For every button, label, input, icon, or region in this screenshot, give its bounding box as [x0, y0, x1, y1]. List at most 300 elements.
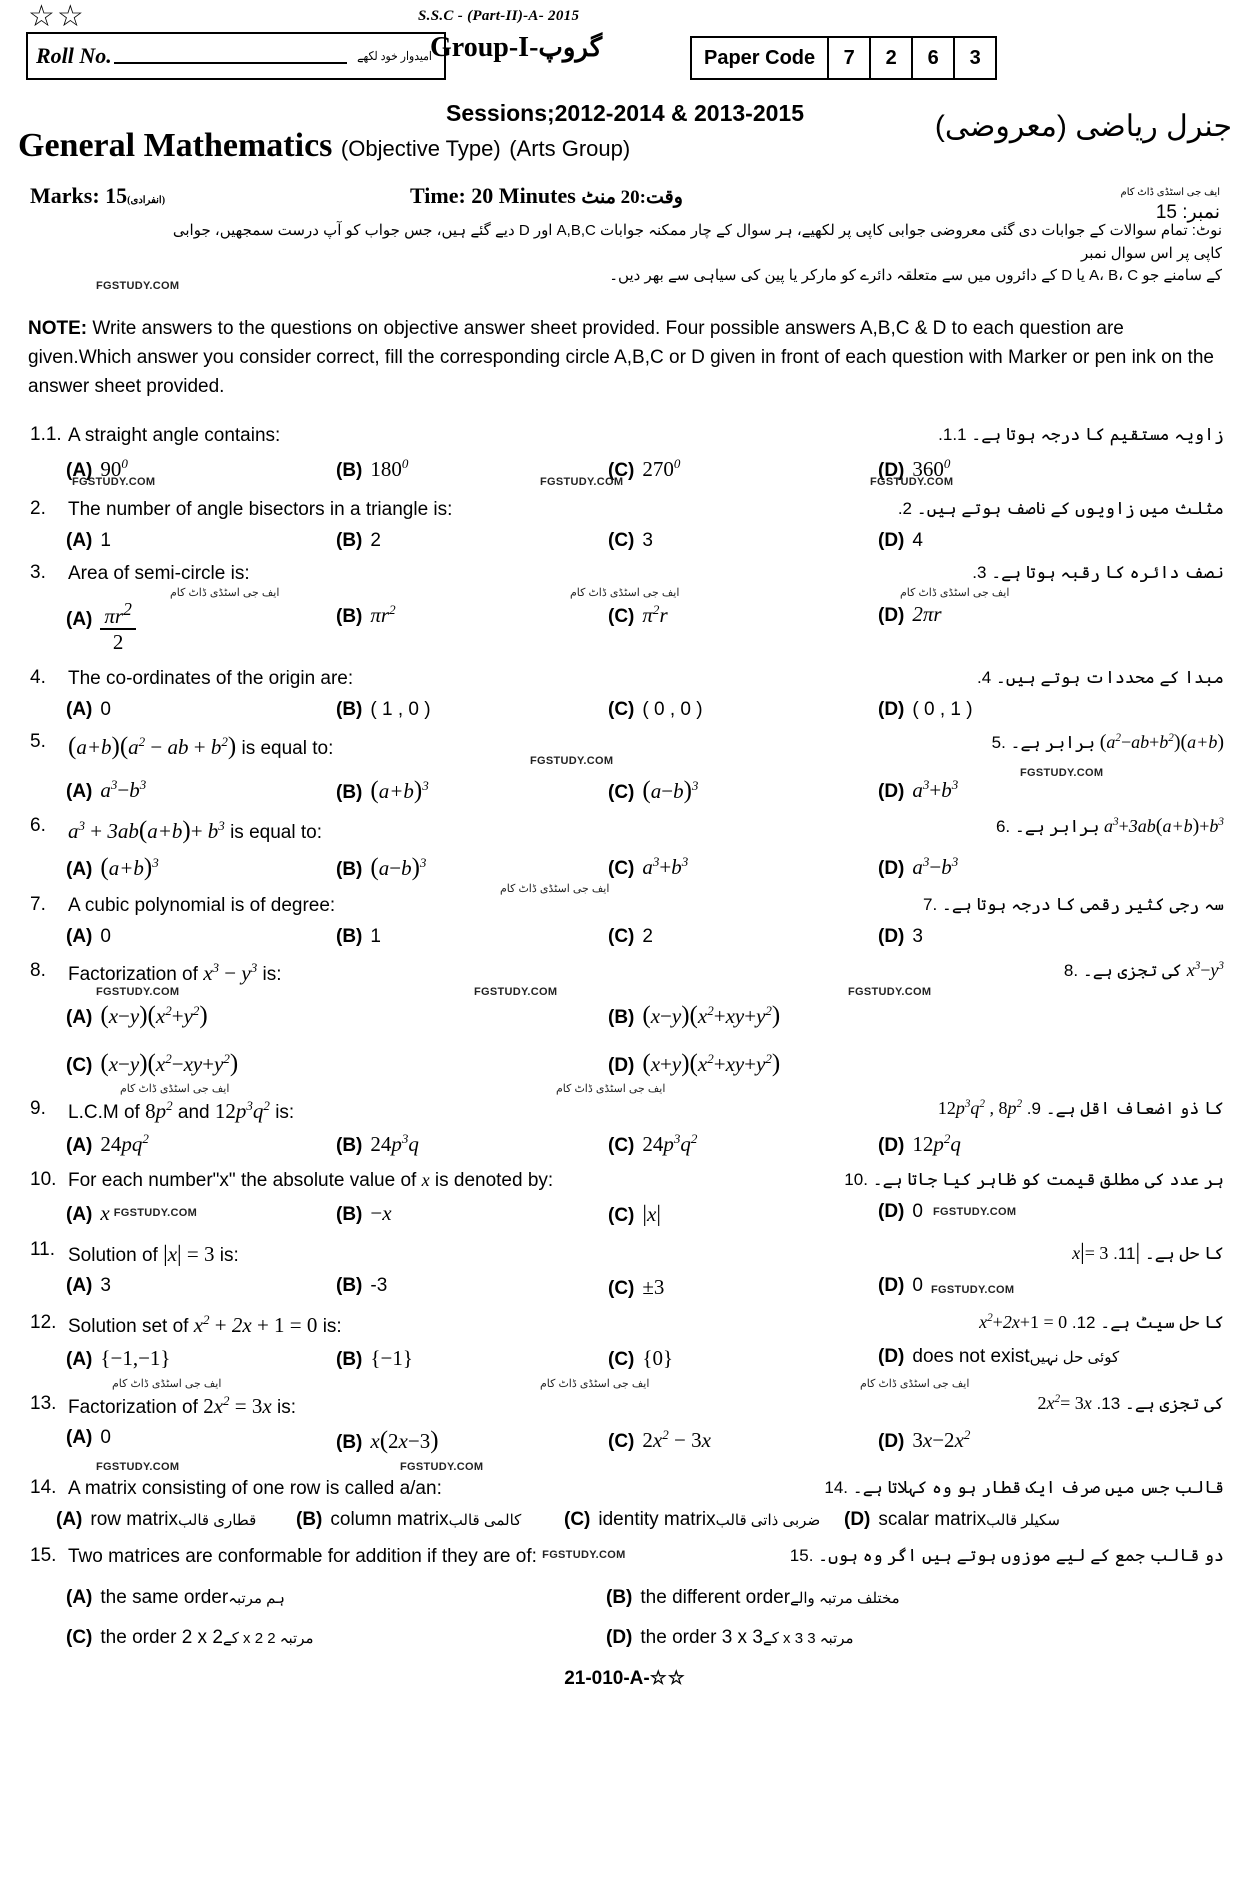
- option-text: the different order: [640, 1586, 791, 1608]
- option-c[interactable]: [608, 1427, 878, 1453]
- option-urdu: سکیلر قالب: [986, 1511, 1060, 1529]
- option-b[interactable]: [336, 530, 608, 552]
- option-urdu: مرتبہ 3 x 3 کے: [762, 1629, 854, 1647]
- question-urdu: کی تجزی ہے۔ $2x^2= 3x$ .13: [1037, 1392, 1224, 1413]
- option-c[interactable]: [608, 1201, 878, 1227]
- option-letter: (A): [66, 1204, 93, 1226]
- question-tail-text: is:: [219, 1245, 239, 1267]
- option-math: $(a-b)^3$: [642, 777, 699, 805]
- question-lead-text: Solution set of: [68, 1316, 189, 1338]
- question-text: Area of semi-circle is:: [68, 562, 250, 584]
- marks-urdu-small: (انفرادی): [127, 195, 166, 206]
- question-urdu: قالب جس میں صرف ایک قطار ہو وہ کہلاتا ہے۔ .14: [824, 1477, 1224, 1497]
- watermark-text: FGSTUDY.COM: [930, 1284, 1015, 1297]
- watermark-urdu: ایف جی اسٹڈی ڈاٹ کام: [112, 1377, 222, 1390]
- option-text: does not exist: [912, 1345, 1030, 1367]
- option-d[interactable]: [878, 1131, 1128, 1157]
- option-text: 0: [912, 1201, 923, 1223]
- question-number: 11.: [30, 1239, 56, 1261]
- marks-urdu-block: [1121, 179, 1220, 224]
- roll-no-urdu-label: امیدوار خود لکھے: [357, 49, 432, 63]
- option-math: x(2x−3): [370, 1426, 439, 1454]
- option-a[interactable]: [66, 1427, 336, 1449]
- option-letter: (C): [608, 925, 635, 947]
- option-letter: (D): [878, 1275, 905, 1297]
- option-math: {−1,−1}: [100, 1345, 171, 1370]
- paper-code-digit-2: 2: [871, 38, 913, 78]
- option-letter: (D): [878, 529, 905, 551]
- question-13: [0, 1377, 1250, 1455]
- question-text: Two matrices are conformable for addition if they are of: $^{FGSTUDY.COM}$: [68, 1545, 626, 1567]
- option-math: $(a-b)^3$: [370, 853, 427, 881]
- option-text: 2: [642, 925, 653, 947]
- question-expression-2: $12p^3q^2$: [214, 1097, 270, 1123]
- option-letter: (B): [336, 698, 363, 720]
- question-list: [0, 424, 1250, 1649]
- option-a[interactable]: [66, 854, 336, 882]
- option-a[interactable]: [66, 1201, 336, 1226]
- question-urdu: سہ رجی کثیر رقمی کا درجہ ہوتا ہے۔ .7: [922, 894, 1224, 914]
- option-letter: (D): [878, 857, 905, 879]
- option-letter: (A): [66, 1275, 93, 1297]
- exam-session-line: S.S.C - (Part-II)-A- 2015: [418, 8, 580, 24]
- question-tail-text: is equal to:: [230, 822, 322, 844]
- note-block: [28, 314, 1222, 402]
- question-number: 1.1.: [30, 423, 62, 445]
- option-letter: (A): [66, 925, 93, 947]
- options-row: [0, 920, 1250, 948]
- option-letter: (C): [608, 529, 635, 551]
- option-text: column matrix: [330, 1508, 449, 1530]
- option-letter: (D): [878, 781, 905, 803]
- option-text: 0: [100, 925, 111, 947]
- option-letter: (A): [66, 1348, 93, 1370]
- option-b[interactable]: [336, 1201, 608, 1226]
- question-urdu: کا حل سیٹ ہے۔ $x^2+2x+1 = 0$ .12: [979, 1312, 1224, 1333]
- question-urdu: $(a+b)(a^2-ab+b^2)$ برابر ہے۔ .5: [991, 730, 1224, 753]
- option-math: $(x-y)(x^2+y^2)$: [100, 1001, 208, 1029]
- option-a[interactable]: [66, 1002, 608, 1030]
- subject-title: General Mathematics: [18, 127, 333, 164]
- question-4: [0, 667, 1250, 721]
- question-expression: $x^2 + 2x + 1 = 0$: [193, 1312, 318, 1338]
- option-c[interactable]: [66, 1627, 606, 1649]
- options-row-1: [0, 1002, 1250, 1030]
- question-tail-text: is:: [275, 1101, 295, 1123]
- options-row-2: [0, 1030, 1250, 1078]
- question-number: 5.: [30, 730, 46, 752]
- option-text: the same order: [100, 1586, 229, 1608]
- option-math: $12p^2q$: [912, 1131, 961, 1157]
- footer-stars-icon: ☆☆: [649, 1667, 686, 1689]
- option-letter: (C): [608, 857, 635, 879]
- option-a[interactable]: [66, 530, 336, 552]
- option-c[interactable]: [66, 1050, 608, 1078]
- paper-code-digit-3: 6: [913, 38, 955, 78]
- options-row-2: [0, 1609, 1250, 1649]
- question-number: 8.: [30, 959, 46, 981]
- option-b[interactable]: [336, 1346, 608, 1371]
- option-b[interactable]: [336, 699, 608, 721]
- option-c[interactable]: [564, 1509, 844, 1531]
- question-expression-1: $8p^2$: [145, 1097, 173, 1123]
- question-text: A straight angle contains:: [68, 424, 281, 446]
- option-letter: (D): [878, 459, 905, 481]
- question-number: 10.: [30, 1169, 57, 1191]
- option-math: $a^3-b^3$: [912, 853, 959, 879]
- option-letter: (B): [336, 782, 363, 804]
- option-d[interactable]: [606, 1627, 860, 1649]
- question-8: [0, 960, 1250, 1078]
- roll-no-blank-line[interactable]: [114, 50, 347, 64]
- option-c[interactable]: [608, 602, 878, 628]
- option-b[interactable]: [336, 777, 608, 805]
- option-letter: (B): [608, 1006, 635, 1028]
- option-math: $\pi r^2$: [370, 601, 396, 627]
- time-label: [410, 183, 683, 209]
- option-c[interactable]: [608, 530, 878, 552]
- option-c[interactable]: [608, 1131, 878, 1157]
- option-d[interactable]: [878, 777, 1128, 803]
- option-a[interactable]: [66, 777, 336, 803]
- option-text: -3: [370, 1275, 388, 1297]
- question-expression: $(a+b)(a^2$ − ab + $b^2$): [68, 732, 237, 760]
- question-text: A matrix consisting of one row is called a/an:: [68, 1477, 442, 1499]
- question-tail-text: is denoted by:: [434, 1170, 554, 1192]
- option-c[interactable]: [608, 854, 878, 880]
- marks-urdu-label: نمبر: 15: [1155, 202, 1220, 223]
- watermark-text: FGSTUDY.COM: [113, 1207, 198, 1220]
- options-row: [0, 598, 1250, 655]
- option-b[interactable]: [336, 1131, 608, 1157]
- option-b[interactable]: [336, 854, 608, 882]
- option-math: $a^3+b^3$: [912, 777, 959, 803]
- question-text: [68, 960, 1224, 988]
- watermark-urdu: ایف جی اسٹڈی ڈاٹ کام: [556, 1082, 666, 1095]
- options-row: [0, 1195, 1250, 1227]
- option-b[interactable]: [608, 1002, 1108, 1030]
- question-mid-text: and: [177, 1101, 210, 1123]
- option-text: 1: [100, 529, 111, 551]
- option-d[interactable]: [878, 1427, 1128, 1453]
- option-math: $24p^3q^2$: [642, 1131, 698, 1157]
- option-math: $\pi^2r$: [642, 601, 668, 627]
- option-letter: (B): [336, 925, 363, 947]
- option-letter: (B): [336, 605, 363, 627]
- question-number: 13.: [30, 1392, 57, 1414]
- option-math: $24pq^2$: [100, 1131, 149, 1157]
- option-b[interactable]: [336, 1427, 608, 1455]
- watermark-text: FGSTUDY.COM: [400, 1460, 484, 1473]
- group-label: [430, 32, 602, 64]
- option-a[interactable]: [66, 926, 336, 948]
- option-d[interactable]: [878, 602, 1128, 627]
- option-math: |x|: [642, 1201, 661, 1227]
- roll-no-label: Roll No.: [36, 43, 112, 68]
- option-letter: (C): [608, 1205, 635, 1227]
- watermark-text: FGSTUDY.COM: [530, 755, 614, 768]
- question-10: [0, 1169, 1250, 1227]
- option-d[interactable]: [878, 854, 1128, 880]
- option-math: $a^3+b^3$: [642, 853, 689, 879]
- option-b[interactable]: [606, 1587, 906, 1609]
- option-letter: (C): [608, 1348, 635, 1370]
- option-text: identity matrix: [598, 1508, 716, 1530]
- question-text: The number of angle bisectors in a triangle is:: [68, 498, 453, 520]
- question-3: [0, 562, 1250, 655]
- option-c[interactable]: [608, 1275, 878, 1300]
- option-math: $(a+b)^3$: [100, 853, 159, 881]
- option-urdu: مختلف مرتبہ والے: [790, 1589, 900, 1607]
- option-c[interactable]: [608, 699, 878, 721]
- option-text: scalar matrix: [878, 1508, 987, 1530]
- question-urdu: دو قالب جمع کے لیے موزوں ہوتے ہیں اگر وہ ہوں۔ .15: [789, 1545, 1224, 1565]
- option-letter: (D): [608, 1054, 635, 1076]
- option-letter: (A): [66, 1006, 93, 1028]
- option-letter: (C): [608, 782, 635, 804]
- option-d[interactable]: [878, 1275, 1128, 1297]
- option-d[interactable]: [878, 530, 1128, 552]
- question-urdu: نصف دائرہ کا رقبہ ہوتا ہے۔ 3.: [972, 562, 1224, 582]
- option-letter: (A): [66, 781, 93, 803]
- question-14: [0, 1460, 1250, 1531]
- question-number: 4.: [30, 666, 46, 688]
- group-text: Group-I-: [430, 32, 539, 63]
- option-letter: (C): [608, 1278, 635, 1300]
- option-c[interactable]: [608, 777, 878, 805]
- question-11: [0, 1239, 1250, 1300]
- option-text: 0: [912, 1275, 923, 1297]
- question-urdu: ہر عدد کی مطلق قیمت کو ظاہر کیا جاتا ہے۔ .10: [844, 1170, 1224, 1190]
- urdu-note-line-1: نوٹ: تمام سوالات کے جوابات دی گئی معروضی جوابی کاپی پر لکھیے، ہر سوال کے چار ممکنہ جوابات A,B,C اور D دیے گئے ہیں، جس جواب کو آپ درست سمجھیں، جوابی کاپی پر اس سوال نمبر: [172, 222, 1222, 263]
- option-math: $(a+b)^3$: [370, 777, 429, 805]
- question-15: [0, 1545, 1250, 1649]
- watermark-urdu: ایف جی اسٹڈی ڈاٹ کام: [500, 882, 610, 895]
- option-letter: (D): [878, 698, 905, 720]
- option-letter: (A): [66, 608, 93, 630]
- option-b[interactable]: [336, 926, 608, 948]
- option-text: 0: [100, 698, 111, 720]
- option-letter: (B): [336, 1275, 363, 1297]
- option-a[interactable]: [66, 1131, 336, 1157]
- option-math: {−1}: [370, 1345, 413, 1370]
- watermark-urdu: ایف جی اسٹڈی ڈاٹ کام: [900, 586, 1010, 599]
- option-letter: (C): [608, 459, 635, 481]
- watermark-text: FGSTUDY.COM: [932, 1206, 1017, 1219]
- option-a[interactable]: [66, 1346, 336, 1371]
- options-row: [0, 1125, 1250, 1157]
- option-math: $24p^3q$: [370, 1131, 419, 1157]
- option-c[interactable]: [608, 926, 878, 948]
- options-row-1: [0, 1571, 1250, 1609]
- question-6: [0, 815, 1250, 882]
- option-letter: (D): [878, 1135, 905, 1157]
- option-text: 4: [912, 529, 923, 551]
- subject-title-urdu: جنرل ریاضی (معروضی): [934, 110, 1232, 143]
- option-math: $(x+y)(x^2+xy+y^2)$: [642, 1049, 781, 1077]
- option-urdu: ہم مرتبہ: [228, 1589, 285, 1607]
- question-12: [0, 1312, 1250, 1371]
- watermark-text: FGSTUDY.COM: [96, 279, 180, 292]
- option-text: 3: [100, 1275, 111, 1297]
- option-text: the order 2 x 2: [100, 1626, 223, 1648]
- watermark-urdu: ایف جی اسٹڈی ڈاٹ کام: [120, 1082, 230, 1095]
- option-letter: (A): [66, 1586, 93, 1608]
- option-urdu: قطاری قالب: [178, 1511, 257, 1529]
- question-expression: |x| = 3: [163, 1241, 215, 1267]
- question-7: [0, 882, 1250, 948]
- paper-code-digit-1: 7: [829, 38, 871, 78]
- question-urdu: مثلث میں زاویوں کے ناصف ہوتے ہیں۔ 2.: [897, 498, 1224, 518]
- option-text: 3: [912, 925, 923, 947]
- question-text: A cubic polynomial is of degree:: [68, 894, 336, 916]
- options-row: [0, 524, 1250, 552]
- option-letter: (B): [336, 1135, 363, 1157]
- question-tail-text: is:: [322, 1316, 342, 1338]
- question-number: 9.: [30, 1097, 46, 1119]
- option-d[interactable]: [844, 1509, 1066, 1531]
- marks-value: Marks: 15: [30, 183, 128, 208]
- question-lead-text: L.C.M of: [68, 1101, 140, 1123]
- option-letter: (B): [336, 858, 363, 880]
- option-b[interactable]: [336, 602, 608, 628]
- question-urdu: $a^3+3ab(a+b)+b^3$ برابر ہے۔ .6: [995, 815, 1224, 838]
- option-letter: (C): [608, 1430, 635, 1452]
- option-letter: (D): [844, 1508, 871, 1530]
- option-text: ( 0 , 0 ): [642, 698, 703, 720]
- option-math: $a^3-b^3$: [100, 777, 147, 803]
- question-urdu: کا حل ہے۔ |x|= 3 .11: [1072, 1239, 1224, 1265]
- question-number: 6.: [30, 815, 46, 837]
- option-urdu: مرتبہ 2 x 2 کے: [222, 1629, 314, 1647]
- option-math: x: [100, 1201, 110, 1226]
- paper-code-box: [690, 36, 997, 80]
- options-row: [0, 1340, 1250, 1371]
- option-letter: (C): [608, 698, 635, 720]
- watermark-urdu: ایف جی اسٹڈی ڈاٹ کام: [170, 586, 280, 599]
- option-urdu: کالمی قالب: [448, 1511, 522, 1529]
- option-c[interactable]: [608, 456, 878, 482]
- option-d[interactable]: [878, 1346, 1128, 1368]
- option-text: 2: [370, 529, 381, 551]
- option-b[interactable]: [296, 1509, 564, 1531]
- roll-no-box[interactable]: [26, 32, 446, 80]
- question-number: 3.: [30, 561, 46, 583]
- question-lead-text: For each number"x" the absolute value of: [68, 1170, 417, 1192]
- question-urdu: مبدا کے محددات ہوتے ہیں۔ 4.: [976, 667, 1224, 687]
- options-row: [0, 1421, 1250, 1455]
- question-lead-text: Solution of: [68, 1245, 158, 1267]
- option-a[interactable]: [66, 1587, 606, 1609]
- option-letter: (D): [878, 1201, 905, 1223]
- question-expression: $2x^2 = 3x$: [203, 1392, 272, 1418]
- option-c[interactable]: [608, 1346, 878, 1371]
- watermark-text: FGSTUDY.COM: [1020, 767, 1104, 780]
- question-number: 12.: [30, 1312, 57, 1334]
- option-text: ( 0 , 1 ): [912, 698, 973, 720]
- option-math: 2πr: [912, 601, 942, 626]
- option-a[interactable]: [66, 1275, 336, 1297]
- arts-group-label: (Arts Group): [509, 136, 631, 161]
- question-1: [0, 424, 1250, 494]
- question-2: [0, 498, 1250, 552]
- options-row: [0, 1503, 1250, 1531]
- objective-type-label: (Objective Type): [340, 136, 501, 161]
- question-expression: $a^3 + 3ab(a+b)+ b^3$: [68, 817, 225, 845]
- option-letter: (B): [336, 1204, 363, 1226]
- option-letter: (B): [336, 529, 363, 551]
- question-number: 2.: [30, 497, 46, 519]
- time-urdu: وقت:20 منٹ: [581, 187, 683, 208]
- option-letter: (C): [608, 1135, 635, 1157]
- option-text: 3: [642, 529, 653, 551]
- question-urdu: زاویہ مستقیم کا درجہ ہوتا ہے۔ 1.1.: [938, 424, 1224, 444]
- group-urdu-text: گروپ: [538, 33, 603, 62]
- question-number: 7.: [30, 893, 46, 915]
- option-letter: (C): [608, 605, 635, 627]
- option-letter: (A): [66, 1426, 93, 1448]
- option-d[interactable]: [608, 1050, 1108, 1078]
- watermark-text: FGSTUDY.COM: [72, 475, 156, 488]
- paper-code-label: Paper Code: [692, 38, 829, 78]
- question-expression: x: [421, 1170, 430, 1191]
- question-number: 15.: [30, 1544, 57, 1566]
- option-d[interactable]: [878, 926, 1128, 948]
- option-letter: (B): [296, 1508, 323, 1530]
- question-tail-text: is:: [276, 1396, 296, 1418]
- option-text: the order 3 x 3: [640, 1626, 763, 1648]
- option-math: $(x-y)(x^2+xy+y^2)$: [642, 1001, 781, 1029]
- page-header: [0, 0, 1250, 96]
- watermark-text: FGSTUDY.COM: [870, 475, 954, 488]
- watermark-urdu: ایف جی اسٹڈی ڈاٹ کام: [860, 1377, 970, 1390]
- option-letter: (C): [66, 1626, 93, 1648]
- question-text: [68, 1239, 1224, 1269]
- watermark-text: FGSTUDY.COM: [540, 475, 624, 488]
- watermark-urdu: ایف جی اسٹڈی ڈاٹ کام: [570, 586, 680, 599]
- page-title: [18, 127, 630, 165]
- option-text: $180^0$: [370, 455, 409, 481]
- option-math: ±3: [642, 1275, 665, 1300]
- header-stars-icon: ☆☆: [28, 0, 86, 33]
- option-letter: (B): [336, 1431, 363, 1453]
- marks-time-row: [0, 177, 1250, 223]
- option-b[interactable]: [336, 1275, 608, 1297]
- option-a[interactable]: [66, 598, 336, 655]
- marks-label: [30, 183, 165, 209]
- option-d[interactable]: [878, 1201, 1128, 1223]
- option-letter: (B): [336, 459, 363, 481]
- options-row: [0, 848, 1250, 882]
- option-letter: (A): [66, 529, 93, 551]
- option-letter: (A): [66, 459, 93, 481]
- option-a[interactable]: [56, 1509, 296, 1531]
- note-label: NOTE:: [28, 317, 88, 339]
- option-letter: (B): [336, 1348, 363, 1370]
- options-row: [0, 450, 1250, 482]
- option-math-fraction: $\frac{\pi r^2}{2}$: [100, 600, 135, 653]
- option-text: $270^0$: [642, 455, 681, 481]
- option-letter: (D): [878, 1345, 905, 1367]
- option-d[interactable]: [878, 699, 1128, 721]
- watermark-text: FGSTUDY.COM: [96, 1460, 180, 1473]
- option-a[interactable]: [66, 699, 336, 721]
- option-letter: (A): [66, 858, 93, 880]
- option-urdu: ضربی ذاتی قالب: [715, 1511, 821, 1529]
- option-math: $2x^2 - 3x$: [642, 1426, 711, 1452]
- question-urdu: $x^3-y^3$ کی تجزی ہے۔ .8: [1063, 959, 1224, 980]
- option-letter: (D): [878, 1430, 905, 1452]
